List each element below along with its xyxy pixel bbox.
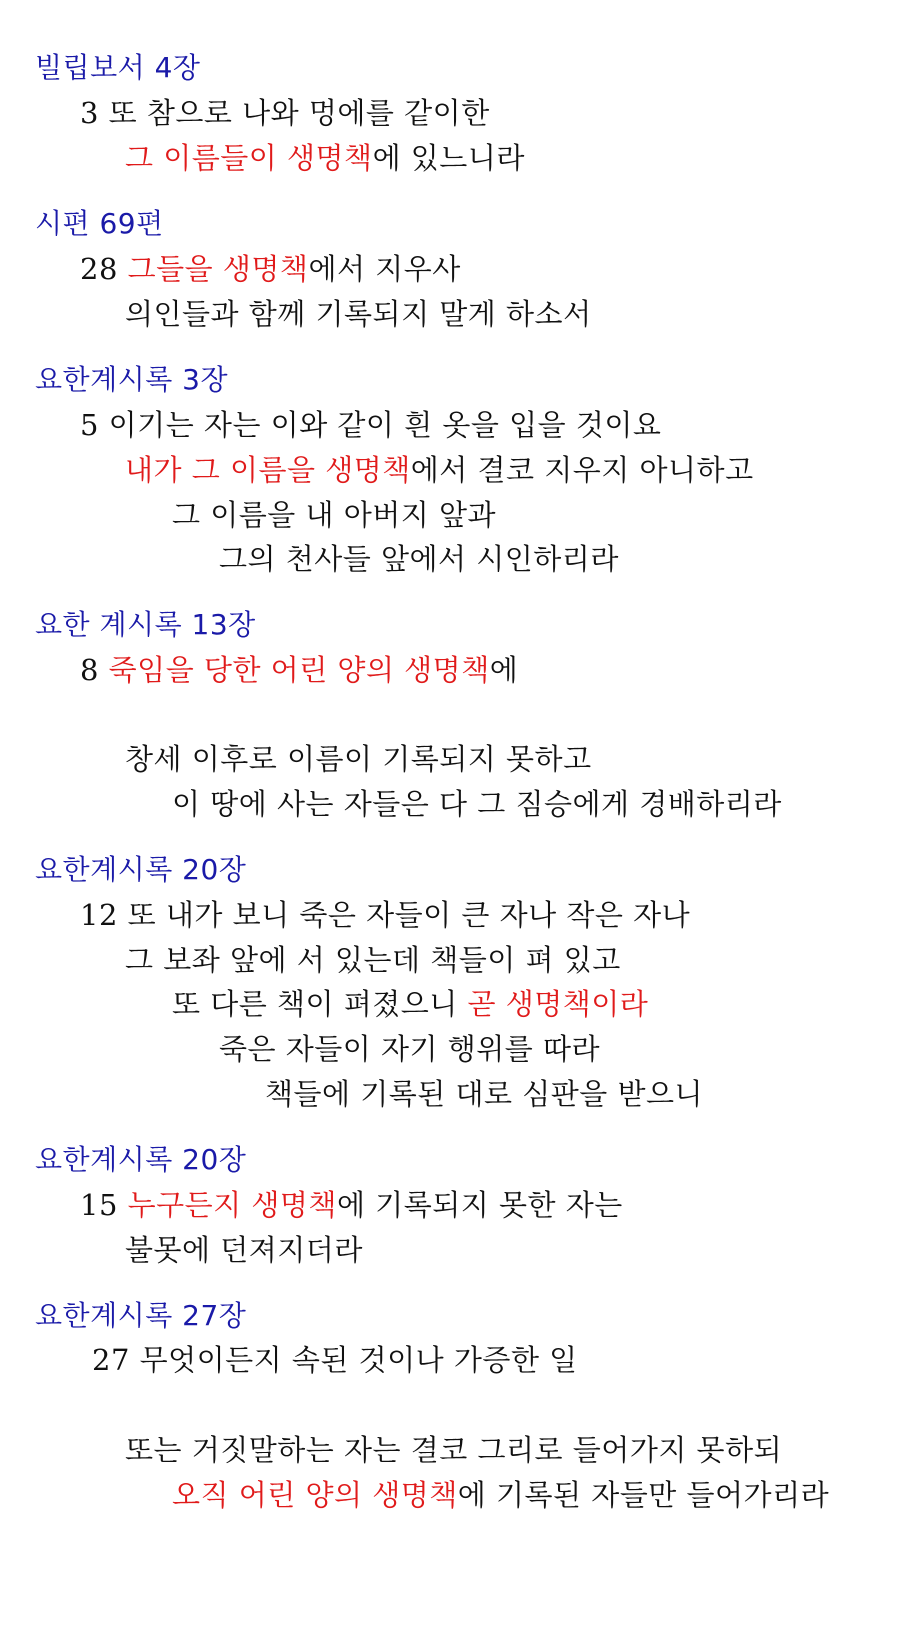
highlighted-text: 누구든지 생명책 xyxy=(127,1188,337,1222)
verse-line xyxy=(172,986,648,1022)
section-heading: 요한계시록 3장 xyxy=(35,363,229,396)
highlighted-text: 그 이름들이 생명책 xyxy=(125,141,373,175)
verse-line xyxy=(125,452,754,488)
verse-text: 15 xyxy=(80,1188,128,1222)
section-heading: 시편 69편 xyxy=(35,207,164,240)
verse-text: 3 또 참으로 나와 멍에를 같이한 xyxy=(80,96,490,130)
verse-text: 28 xyxy=(80,252,128,286)
section-heading: 요한계시록 27장 xyxy=(35,1299,247,1332)
verse-text: 에서 지우사 xyxy=(308,252,461,286)
verse-text: 에 있느니라 xyxy=(372,141,525,175)
verse-line xyxy=(125,296,592,332)
verse-line xyxy=(125,741,592,777)
verse-line xyxy=(125,942,621,978)
verse-line xyxy=(80,407,661,443)
verse-text: 에 xyxy=(489,653,519,687)
verse-text: 에 기록된 자들만 들어가리라 xyxy=(457,1478,830,1512)
verse-line xyxy=(265,1076,703,1112)
verse-line xyxy=(172,1477,829,1513)
verse-text: 의인들과 함께 기록되지 말게 하소서 xyxy=(125,297,592,331)
verse-line xyxy=(80,95,490,131)
verse-text: 에서 결코 지우지 아니하고 xyxy=(410,453,754,487)
verse-text: 에 기록되지 못한 자는 xyxy=(336,1188,623,1222)
verse-text: 12 또 내가 보니 죽은 자들이 큰 자나 작은 자나 xyxy=(80,898,691,932)
section-heading: 요한 계시록 13장 xyxy=(35,608,256,641)
verse-text: 또 다른 책이 펴졌으니 xyxy=(172,987,468,1021)
verse-text: 창세 이후로 이름이 기록되지 못하고 xyxy=(125,742,592,776)
verse-line xyxy=(92,1342,578,1378)
verse-line xyxy=(219,541,619,577)
verse-text: 불못에 던져지더라 xyxy=(125,1233,363,1267)
highlighted-text: 그들을 생명책 xyxy=(127,252,309,286)
verse-line xyxy=(125,140,525,176)
verse-text: 그의 천사들 앞에서 시인하리라 xyxy=(219,542,619,576)
verse-text: 5 이기는 자는 이와 같이 흰 옷을 입을 것이요 xyxy=(80,408,662,442)
verse-text: 또는 거짓말하는 자는 결코 그리로 들어가지 못하되 xyxy=(125,1433,783,1467)
verse-line xyxy=(80,652,518,688)
verse-text: 책들에 기록된 대로 심판을 받으니 xyxy=(265,1077,704,1111)
section-heading: 요한계시록 20장 xyxy=(35,853,247,886)
verse-text: 죽은 자들이 자기 행위를 따라 xyxy=(219,1032,601,1066)
highlighted-text: 오직 어린 양의 생명책 xyxy=(172,1478,458,1512)
verse-text: 27 무엇이든지 속된 것이나 가증한 일 xyxy=(92,1343,578,1377)
verse-line xyxy=(80,897,690,933)
section-heading: 빌립보서 4장 xyxy=(35,51,201,84)
verse-line xyxy=(125,1232,363,1268)
verse-line xyxy=(80,1187,623,1223)
verse-line xyxy=(172,786,782,822)
highlighted-text: 내가 그 이름을 생명책 xyxy=(125,453,411,487)
highlighted-text: 곧 생명책이라 xyxy=(467,987,649,1021)
verse-text: 그 이름을 내 아버지 앞과 xyxy=(172,498,497,532)
verse-line xyxy=(125,1432,782,1468)
verse-text: 8 xyxy=(80,653,109,687)
verse-text: 그 보좌 앞에 서 있는데 책들이 펴 있고 xyxy=(125,943,621,977)
verse-line xyxy=(219,1031,600,1067)
verse-line xyxy=(172,497,496,533)
verse-line xyxy=(80,251,461,287)
highlighted-text: 죽임을 당한 어린 양의 생명책 xyxy=(108,653,490,687)
section-heading: 요한계시록 20장 xyxy=(35,1143,247,1176)
verse-text: 이 땅에 사는 자들은 다 그 짐승에게 경배하리라 xyxy=(172,787,782,821)
